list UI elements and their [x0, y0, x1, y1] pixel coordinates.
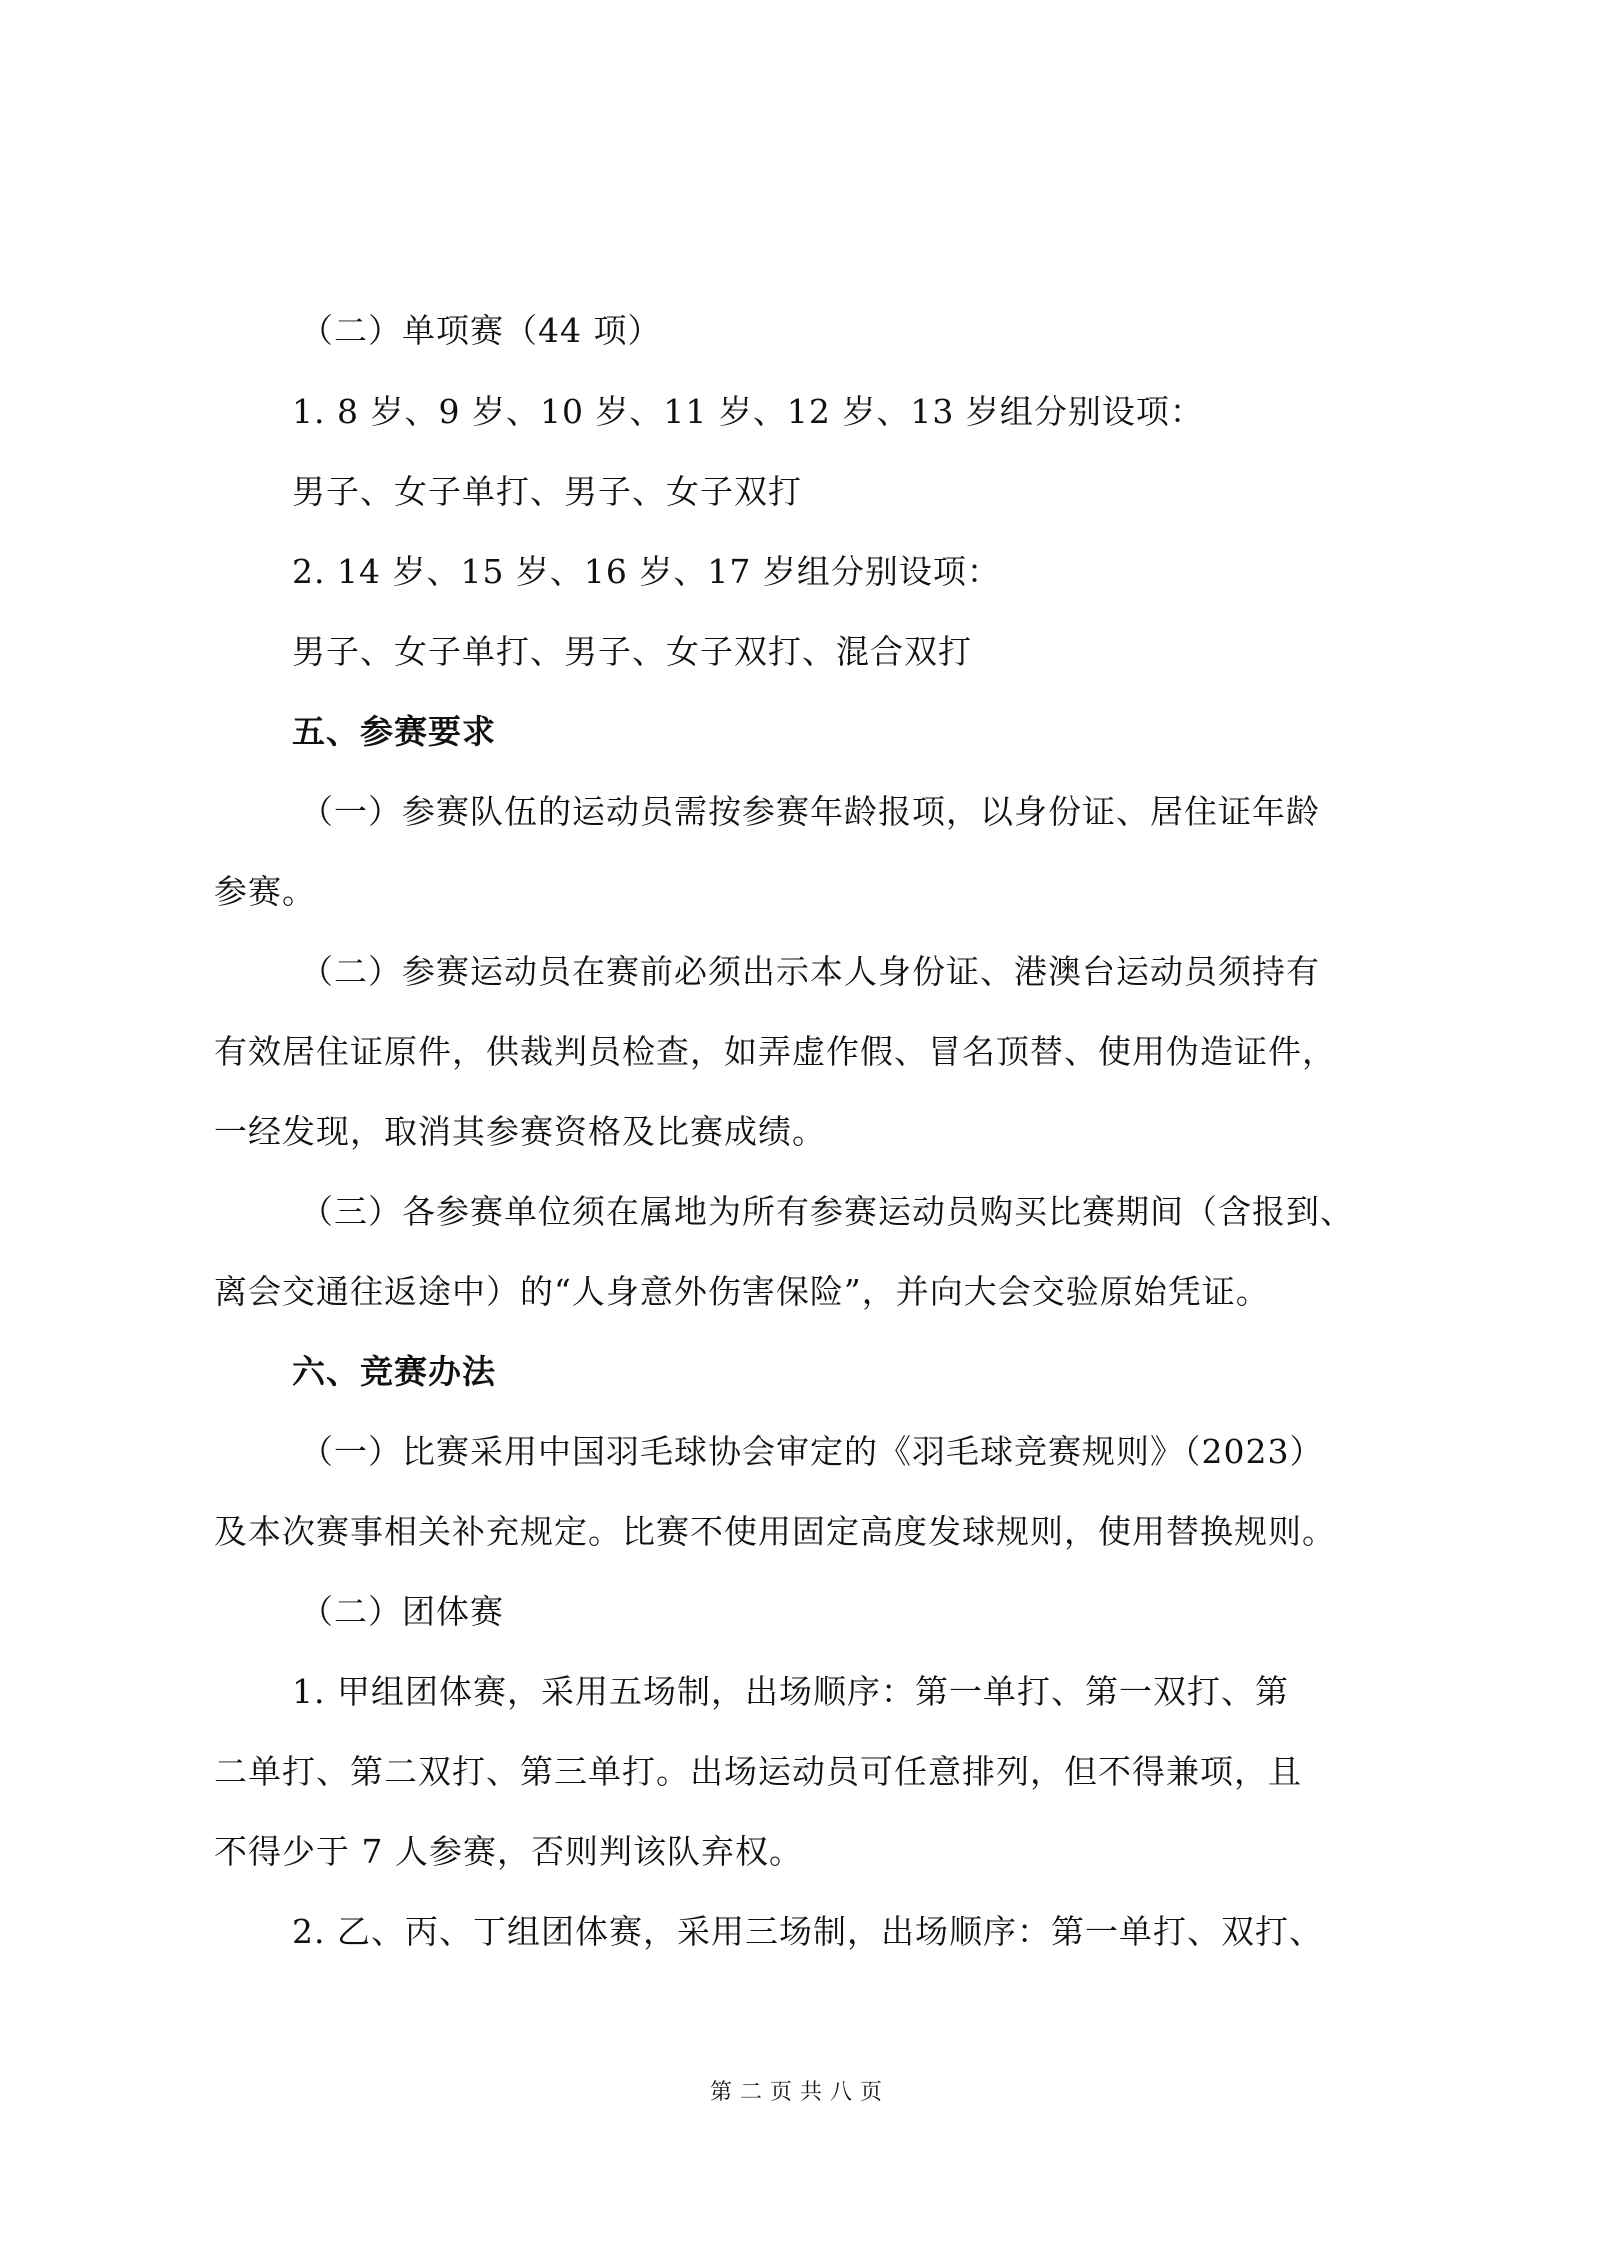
section-five-p2-line1: （二）参赛运动员在赛前必须出示本人身份证、港澳台运动员须持有 — [300, 952, 1320, 991]
section-six-p1-line2: 及本次赛事相关补充规定。比赛不使用固定高度发球规则，使用替换规则。 — [214, 1512, 1336, 1551]
individual-item-1: 1. 8 岁、9 岁、10 岁、11 岁、12 岁、13 岁组分别设项： — [292, 392, 1204, 431]
section-five-p1-line2: 参赛。 — [214, 872, 316, 911]
section-five-p3-line2: 离会交通往返途中）的“人身意外伤害保险”，并向大会交验原始凭证。 — [214, 1272, 1270, 1311]
individual-item-1-events: 男子、女子单打、男子、女子双打 — [292, 472, 802, 511]
page-number-footer: 第二页共八页 — [709, 2080, 890, 2105]
team-item-2-line1: 2. 乙、丙、丁组团体赛，采用三场制，出场顺序：第一单打、双打、 — [292, 1912, 1323, 1951]
individual-item-2: 2. 14 岁、15 岁、16 岁、17 岁组分别设项： — [292, 552, 1001, 591]
section-five-p2-line3: 一经发现，取消其参赛资格及比赛成绩。 — [214, 1112, 826, 1151]
section-five-p2-line2: 有效居住证原件，供裁判员检查，如弄虚作假、冒名顶替、使用伪造证件， — [214, 1032, 1336, 1071]
team-item-1-line1: 1. 甲组团体赛，采用五场制，出场顺序：第一单打、第一双打、第 — [292, 1672, 1289, 1711]
team-item-1-line2: 二单打、第二双打、第三单打。出场运动员可任意排列，但不得兼项，且 — [214, 1752, 1302, 1791]
team-events-heading: （二）团体赛 — [300, 1592, 504, 1631]
section-five-heading: 五、参赛要求 — [292, 712, 496, 751]
section-six-p1-line1: （一）比赛采用中国羽毛球协会审定的《羽毛球竞赛规则》（2023） — [300, 1432, 1324, 1471]
section-five-p1-line1: （一）参赛队伍的运动员需按参赛年龄报项，以身份证、居住证年龄 — [300, 792, 1320, 831]
individual-events-heading: （二）单项赛（44 项） — [300, 311, 662, 350]
section-six-heading: 六、竞赛办法 — [292, 1352, 496, 1391]
section-five-p3-line1: （三）各参赛单位须在属地为所有参赛运动员购买比赛期间（含报到、 — [300, 1192, 1354, 1231]
team-item-1-line3: 不得少于 7 人参赛，否则判该队弃权。 — [214, 1832, 803, 1871]
individual-item-2-events: 男子、女子单打、男子、女子双打、混合双打 — [292, 632, 972, 671]
